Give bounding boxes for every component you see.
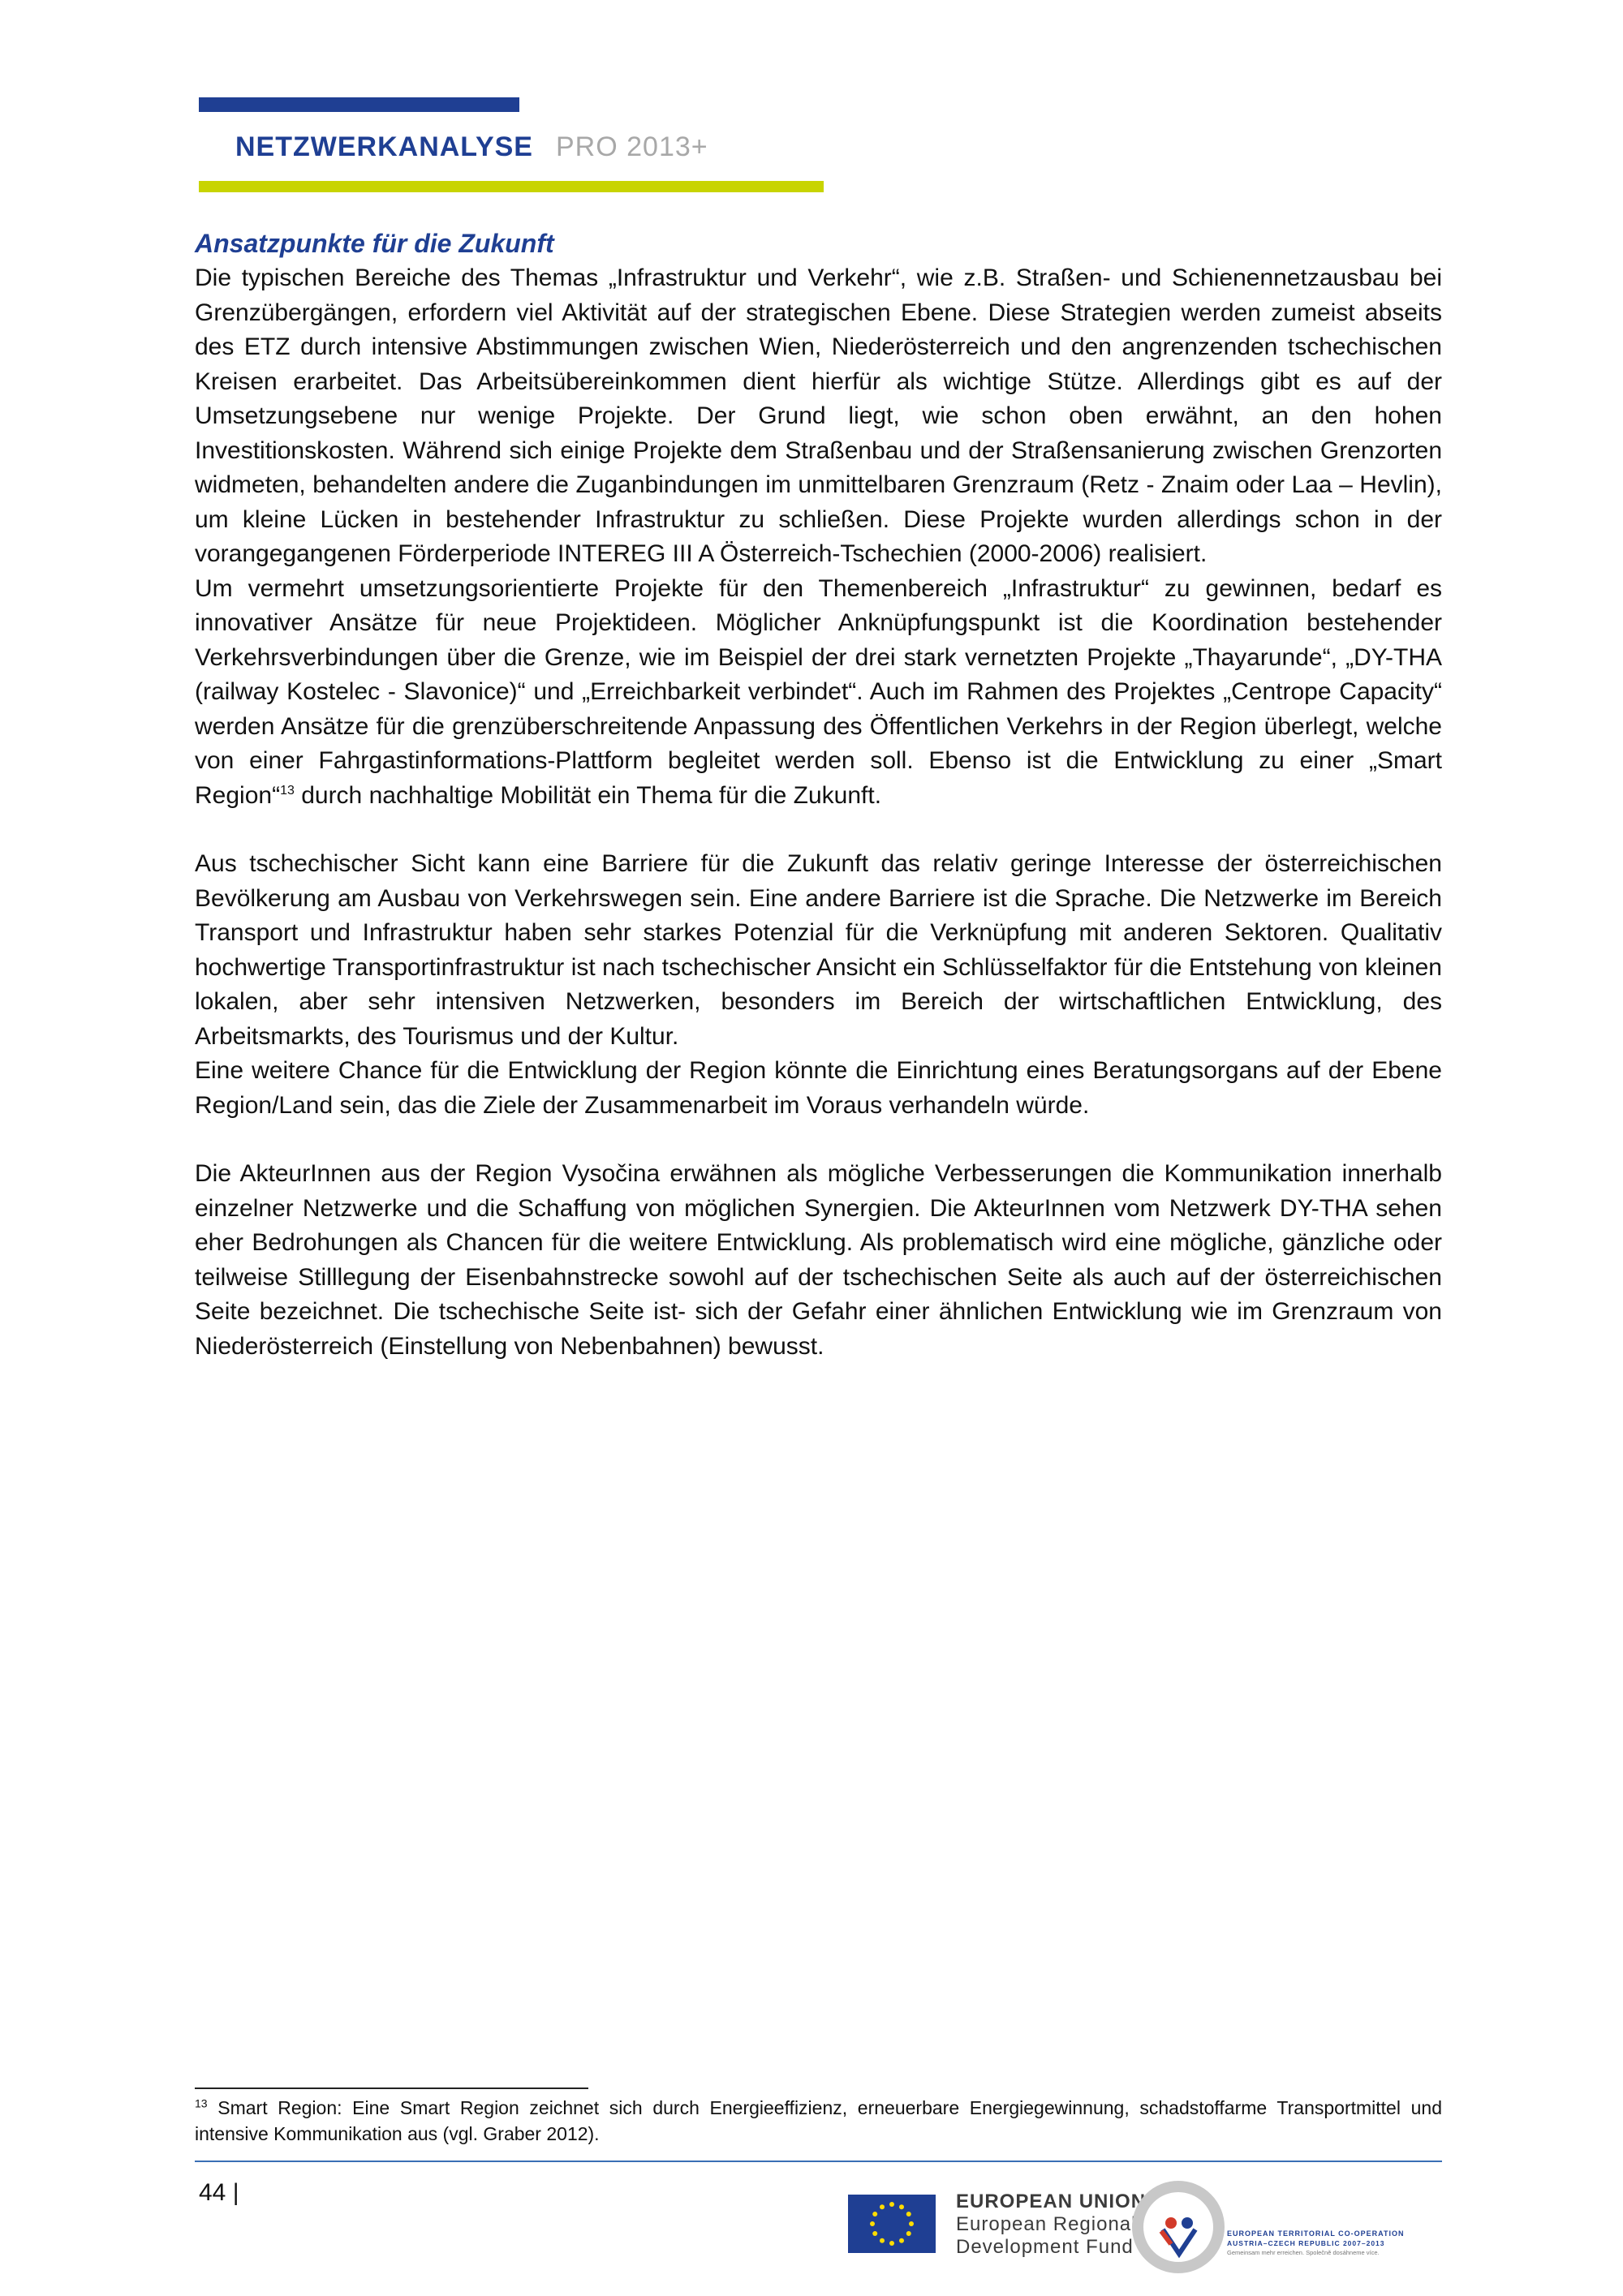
eu-star — [870, 2221, 875, 2226]
footnote-ref[interactable]: 13 — [280, 783, 295, 798]
footnote-text: Smart Region: Eine Smart Region zeichnet sich durch Energieeffizienz, erneuerbare Energiegewinnung, schadstoffarme Transportmittel und intensive Kommunikation aus (vgl. Graber 2012). — [195, 2097, 1442, 2144]
etc-line-3: Gemeinsam mehr erreichen. Společně dosáhneme více. — [1227, 2249, 1380, 2256]
paragraph-2-text-b: durch nachhaltige Mobilität ein Thema für die Zukunft. — [294, 781, 882, 809]
footer-rule — [195, 2161, 1442, 2162]
etc-line-2: AUSTRIA–CZECH REPUBLIC 2007–2013 — [1227, 2239, 1385, 2247]
etc-programme-label — [1227, 2229, 1442, 2256]
eu-line-3: Development Fund — [956, 2236, 1134, 2258]
paragraph-1: Die typischen Bereiche des Themas „Infrastruktur und Verkehr“, wie z.B. Straßen- und Schienennetzausbau bei Grenzübergängen, erfordern viel Aktivität auf der strategischen Ebene. Diese Strategien werden zumeist abseits des ETZ durch intensive Abstimmungen zwischen Wien, Niederösterreich und den angrenzenden tschechischen Kreisen erarbeitet. Das Arbeitsübereinkommen dient hierfür als wichtige Stütze. Allerdings gibt es auf der Umsetzungsebene nur wenige Projekte. Der Grund liegt, wie schon oben erwähnt, an den hohen Investitionskosten. Während sich einige Projekte dem Straßenbau und der Straßensanierung zwischen Grenzorten widmeten, behandelten andere die Zuganbindungen im unmittelbaren Grenzraum (Retz - Znaim oder Laa – Hevlin), um kleine Lücken in bestehender Infrastruktur zu schließen. Diese Projekte wurden allerdings schon in der vorangegangenen Förderperiode INTEREG III A Österreich-Tschechien (2000-2006) realisiert. — [195, 264, 1442, 567]
header-title-main: NETZWERKANALYSE — [235, 131, 533, 162]
eu-star — [899, 2238, 904, 2243]
eu-star — [906, 2212, 911, 2216]
etc-programme-logo-icon — [1132, 2181, 1225, 2274]
eu-star — [906, 2231, 911, 2236]
eu-flag-icon — [848, 2195, 936, 2253]
paragraph-3: Aus tschechischer Sicht kann eine Barriere für die Zukunft das relativ geringe Interesse der österreichischen Bevölkerung am Ausbau von Verkehrswegen sein. Eine andere Barriere ist die Sprache. Die Netzwerke im Bereich Transport und Infrastruktur haben sehr starkes Potenzial für die Verknüpfung mit anderen Sektoren. Qualitativ hochwertige Transportinfrastruktur ist nach tschechischer Ansicht ein Schlüsselfaktor für die Entstehung von kleinen lokalen, aber sehr intensiven Netzwerken, besonders im Bereich der wirtschaftlichen Entwicklung, des Arbeitsmarkts, des Tourismus und der Kultur. — [195, 850, 1442, 1050]
eu-star — [880, 2204, 885, 2209]
section-heading: Ansatzpunkte für die Zukunft — [195, 229, 554, 258]
header-title-sub: PRO 2013+ — [556, 131, 708, 162]
eu-line-2: European Regional — [956, 2213, 1137, 2235]
paragraph-5: Die AkteurInnen aus der Region Vysočina erwähnen als mögliche Verbesserungen die Kommunikation innerhalb einzelner Netzwerke und die Schaffung von möglichen Synergien. Die AkteurInnen vom Netzwerk DY-THA sehen eher Bedrohungen als Chancen für die weitere Entwicklung. Als problematisch wird eine mögliche, gänzliche oder teilweise Stilllegung der Eisenbahnstrecke sowohl auf der tschechischen Seite als auch auf der österreichischen Seite bezeichnet. Die tschechische Seite ist- sich der Gefahr einer ähnlichen Entwicklung wie im Grenzraum von Niederösterreich (Einstellung von Nebenbahnen) bewusst. — [195, 1160, 1442, 1360]
footnote-separator — [195, 2087, 588, 2089]
paragraph-2 — [195, 572, 1442, 814]
header-bar-blue — [199, 97, 519, 112]
footnote-number: 13 — [195, 2096, 208, 2110]
eu-star — [880, 2238, 885, 2243]
eu-star — [909, 2221, 914, 2226]
paragraph-2-text-a: Um vermehrt umsetzungsorientierte Projekte für den Themenbereich „Infrastruktur“ zu gewinnen, bedarf es innovativer Ansätze für neue Projektideen. Möglicher Anknüpfungspunkt ist die Koordination bestehender Verkehrsverbindungen über die Grenze, wie im Beispiel der drei stark vernetzten Projekte „Thayarunde“, „DY-THA (railway Kostelec - Slavonice)“ und „Erreichbarkeit verbindet“. Auch im Rahmen des Projektes „Centrope Capacity“ werden Ansätze für die grenzüberschreitende Anpassung des Öffentlichen Verkehrs in der Region überlegt, welche von einer Fahrgastinformations-Plattform begleitet werden soll. Ebenso ist die Entwicklung zu einer „Smart Region“ — [195, 574, 1442, 809]
page-number: 44 | — [199, 2179, 239, 2206]
footnote — [195, 2095, 1442, 2147]
header-title — [235, 131, 708, 163]
etc-line-1: EUROPEAN TERRITORIAL CO-OPERATION — [1227, 2229, 1405, 2238]
eu-line-1: EUROPEAN UNION — [956, 2191, 1147, 2212]
eu-star — [872, 2212, 877, 2216]
eu-star — [899, 2204, 904, 2209]
eu-fund-label — [956, 2191, 1146, 2259]
eu-star — [872, 2231, 877, 2236]
eu-star — [889, 2241, 894, 2246]
header-bar-yellow — [199, 181, 824, 192]
main-content — [195, 226, 1442, 1364]
eu-star — [889, 2202, 894, 2207]
paragraph-4: Eine weitere Chance für die Entwicklung der Region könnte die Einrichtung eines Beratungsorgans auf der Ebene Region/Land sein, das die Ziele der Zusammenarbeit im Voraus verhandeln würde. — [195, 1057, 1442, 1119]
